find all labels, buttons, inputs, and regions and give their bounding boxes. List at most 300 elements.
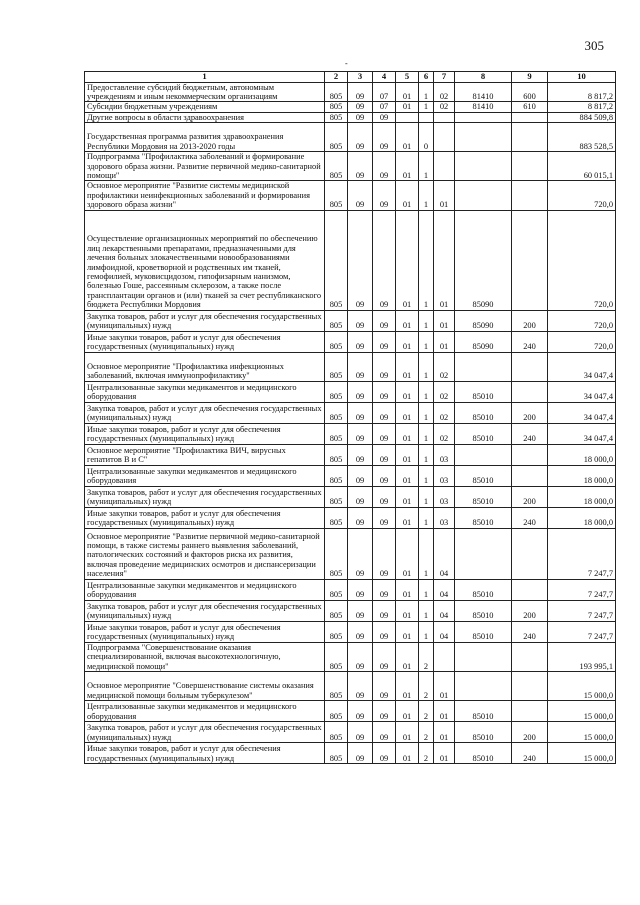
code-cell: 09 xyxy=(348,742,373,763)
code-cell: 85010 xyxy=(455,579,512,600)
code-cell: 805 xyxy=(325,528,348,579)
code-cell: 09 xyxy=(348,402,373,423)
row-name-cell: Осуществление организационных мероприятий по обеспечению лиц лекарственными препаратами, предназначенными для лечения больных злокачественными новообразованиями лимфоидной, кроветворной и родственных им тканей, гемофилией, муковисцидозом, гипофизарным нанизмом, болезнью Гоше, рассеянным склерозом, а также после трансплантации органов и (или) тканей за счет республиканского бюджета Республики Мордовия xyxy=(85,210,325,310)
row-name-cell: Другие вопросы в области здравоохранения xyxy=(85,112,325,122)
code-cell: 240 xyxy=(512,742,548,763)
code-cell: 805 xyxy=(325,465,348,486)
code-cell: 1 xyxy=(419,465,434,486)
table-row xyxy=(85,579,616,600)
row-name-cell: Основное мероприятие "Совершенствование системы оказания медицинской помощи больным туберкулезом" xyxy=(85,671,325,700)
code-cell: 02 xyxy=(434,423,455,444)
code-cell: 01 xyxy=(396,507,419,528)
code-cell: 09 xyxy=(373,381,396,402)
code-cell: 01 xyxy=(396,82,419,102)
code-cell xyxy=(512,671,548,700)
code-cell xyxy=(512,181,548,210)
table-row xyxy=(85,507,616,528)
code-cell: 1 xyxy=(419,331,434,352)
amount-cell: 720,0 xyxy=(548,331,616,352)
code-cell: 85010 xyxy=(455,721,512,742)
amount-cell: 15 000,0 xyxy=(548,742,616,763)
code-cell: 805 xyxy=(325,352,348,381)
code-cell: 85010 xyxy=(455,742,512,763)
code-cell: 85090 xyxy=(455,210,512,310)
code-cell: 1 xyxy=(419,402,434,423)
code-cell: 09 xyxy=(373,486,396,507)
code-cell: 09 xyxy=(348,444,373,465)
table-row xyxy=(85,721,616,742)
code-cell xyxy=(434,112,455,122)
row-name-cell: Закупка товаров, работ и услуг для обеспечения государственных (муниципальных) нужд xyxy=(85,721,325,742)
code-cell xyxy=(512,642,548,671)
code-cell: 03 xyxy=(434,444,455,465)
code-cell: 09 xyxy=(373,528,396,579)
code-cell xyxy=(434,152,455,181)
code-cell: 09 xyxy=(348,102,373,112)
code-cell: 1 xyxy=(419,310,434,331)
code-cell: 09 xyxy=(348,465,373,486)
amount-cell: 18 000,0 xyxy=(548,465,616,486)
code-cell: 81410 xyxy=(455,102,512,112)
code-cell: 85090 xyxy=(455,331,512,352)
code-cell: 805 xyxy=(325,310,348,331)
code-cell: 2 xyxy=(419,671,434,700)
code-cell xyxy=(455,181,512,210)
table-body xyxy=(85,82,616,763)
code-cell xyxy=(455,152,512,181)
code-cell: 09 xyxy=(373,352,396,381)
code-cell xyxy=(512,528,548,579)
code-cell: 240 xyxy=(512,621,548,642)
code-cell: 09 xyxy=(348,721,373,742)
code-cell: 01 xyxy=(396,310,419,331)
code-cell: 805 xyxy=(325,507,348,528)
code-cell: 805 xyxy=(325,721,348,742)
code-cell: 805 xyxy=(325,152,348,181)
code-cell: 03 xyxy=(434,465,455,486)
code-cell: 200 xyxy=(512,402,548,423)
code-cell: 09 xyxy=(373,579,396,600)
code-cell: 1 xyxy=(419,600,434,621)
code-cell: 09 xyxy=(373,123,396,152)
code-cell: 09 xyxy=(348,700,373,721)
table-row xyxy=(85,310,616,331)
budget-table xyxy=(84,71,616,764)
code-cell: 09 xyxy=(348,352,373,381)
code-cell xyxy=(512,465,548,486)
row-name-cell: Предоставление субсидий бюджетным, автономным учреждениям и иным некоммерческим организациям xyxy=(85,82,325,102)
code-cell: 805 xyxy=(325,600,348,621)
code-cell: 1 xyxy=(419,82,434,102)
code-cell: 1 xyxy=(419,352,434,381)
amount-cell: 720,0 xyxy=(548,210,616,310)
header-cell: 4 xyxy=(373,72,396,83)
code-cell: 85010 xyxy=(455,700,512,721)
header-cell: 10 xyxy=(548,72,616,83)
code-cell: 09 xyxy=(373,181,396,210)
code-cell: 09 xyxy=(373,444,396,465)
code-cell: 1 xyxy=(419,210,434,310)
code-cell: 09 xyxy=(373,423,396,444)
code-cell: 01 xyxy=(396,671,419,700)
code-cell xyxy=(455,444,512,465)
code-cell: 01 xyxy=(396,331,419,352)
amount-cell: 15 000,0 xyxy=(548,700,616,721)
table-row xyxy=(85,352,616,381)
code-cell: 01 xyxy=(396,423,419,444)
code-cell: 09 xyxy=(348,423,373,444)
code-cell: 09 xyxy=(348,579,373,600)
amount-cell: 720,0 xyxy=(548,310,616,331)
code-cell: 805 xyxy=(325,402,348,423)
code-cell: 0 xyxy=(419,123,434,152)
amount-cell: 883 528,5 xyxy=(548,123,616,152)
code-cell: 200 xyxy=(512,310,548,331)
code-cell: 01 xyxy=(396,486,419,507)
row-name-cell: Закупка товаров, работ и услуг для обеспечения государственных (муниципальных) нужд xyxy=(85,486,325,507)
code-cell: 1 xyxy=(419,528,434,579)
code-cell: 07 xyxy=(373,102,396,112)
code-cell: 805 xyxy=(325,423,348,444)
code-cell xyxy=(512,152,548,181)
page-number: 305 xyxy=(584,38,604,53)
code-cell: 85010 xyxy=(455,402,512,423)
code-cell: 01 xyxy=(396,465,419,486)
table-row xyxy=(85,181,616,210)
code-cell: 09 xyxy=(373,642,396,671)
amount-cell: 34 047,4 xyxy=(548,381,616,402)
table-row xyxy=(85,465,616,486)
code-cell xyxy=(455,352,512,381)
code-cell: 805 xyxy=(325,210,348,310)
row-name-cell: Основное мероприятие "Профилактика ВИЧ, вирусных гепатитов В и С" xyxy=(85,444,325,465)
code-cell: 07 xyxy=(373,82,396,102)
code-cell xyxy=(455,642,512,671)
code-cell: 04 xyxy=(434,579,455,600)
page-mark: - xyxy=(345,59,348,68)
code-cell: 01 xyxy=(396,352,419,381)
code-cell: 200 xyxy=(512,486,548,507)
code-cell: 02 xyxy=(434,82,455,102)
table-row xyxy=(85,152,616,181)
code-cell: 01 xyxy=(396,152,419,181)
code-cell: 02 xyxy=(434,402,455,423)
row-name-cell: Государственная программа развития здравоохранения Республики Мордовия на 2013-2020 годы xyxy=(85,123,325,152)
amount-cell: 7 247,7 xyxy=(548,579,616,600)
code-cell: 85010 xyxy=(455,621,512,642)
amount-cell: 15 000,0 xyxy=(548,671,616,700)
code-cell: 85010 xyxy=(455,600,512,621)
code-cell: 01 xyxy=(396,102,419,112)
code-cell: 09 xyxy=(348,210,373,310)
code-cell: 02 xyxy=(434,102,455,112)
code-cell: 03 xyxy=(434,486,455,507)
row-name-cell: Иные закупки товаров, работ и услуг для обеспечения государственных (муниципальных) нужд xyxy=(85,621,325,642)
code-cell: 805 xyxy=(325,112,348,122)
code-cell: 01 xyxy=(396,700,419,721)
code-cell xyxy=(512,444,548,465)
header-cell: 8 xyxy=(455,72,512,83)
code-cell: 09 xyxy=(373,310,396,331)
code-cell: 09 xyxy=(373,210,396,310)
table-row xyxy=(85,600,616,621)
table-row xyxy=(85,102,616,112)
code-cell: 01 xyxy=(434,310,455,331)
amount-cell: 60 015,1 xyxy=(548,152,616,181)
amount-cell: 7 247,7 xyxy=(548,600,616,621)
code-cell: 09 xyxy=(373,671,396,700)
code-cell: 1 xyxy=(419,423,434,444)
code-cell: 805 xyxy=(325,486,348,507)
code-cell: 1 xyxy=(419,102,434,112)
code-cell xyxy=(434,642,455,671)
code-cell: 09 xyxy=(348,123,373,152)
code-cell: 09 xyxy=(373,112,396,122)
code-cell: 805 xyxy=(325,123,348,152)
code-cell: 01 xyxy=(434,210,455,310)
code-cell: 610 xyxy=(512,102,548,112)
code-cell: 09 xyxy=(373,600,396,621)
code-cell: 805 xyxy=(325,742,348,763)
amount-cell: 15 000,0 xyxy=(548,721,616,742)
code-cell: 09 xyxy=(373,700,396,721)
code-cell: 805 xyxy=(325,671,348,700)
code-cell: 09 xyxy=(348,486,373,507)
code-cell: 09 xyxy=(348,621,373,642)
header-cell: 3 xyxy=(348,72,373,83)
row-name-cell: Иные закупки товаров, работ и услуг для обеспечения государственных (муниципальных) нужд xyxy=(85,742,325,763)
code-cell: 805 xyxy=(325,102,348,112)
header-cell: 2 xyxy=(325,72,348,83)
code-cell: 09 xyxy=(348,112,373,122)
code-cell xyxy=(396,112,419,122)
row-name-cell: Иные закупки товаров, работ и услуг для обеспечения государственных (муниципальных) нужд xyxy=(85,331,325,352)
code-cell: 09 xyxy=(373,402,396,423)
code-cell: 09 xyxy=(373,621,396,642)
code-cell: 85010 xyxy=(455,486,512,507)
row-name-cell: Иные закупки товаров, работ и услуг для обеспечения государственных (муниципальных) нужд xyxy=(85,507,325,528)
code-cell: 01 xyxy=(434,671,455,700)
code-cell: 09 xyxy=(373,465,396,486)
row-name-cell: Закупка товаров, работ и услуг для обеспечения государственных (муниципальных) нужд xyxy=(85,402,325,423)
table-row xyxy=(85,210,616,310)
code-cell: 1 xyxy=(419,621,434,642)
code-cell: 09 xyxy=(373,331,396,352)
amount-cell: 884 509,8 xyxy=(548,112,616,122)
code-cell: 805 xyxy=(325,381,348,402)
code-cell: 01 xyxy=(396,600,419,621)
code-cell: 09 xyxy=(348,507,373,528)
code-cell: 1 xyxy=(419,579,434,600)
code-cell: 01 xyxy=(396,721,419,742)
table-row xyxy=(85,444,616,465)
code-cell: 09 xyxy=(348,82,373,102)
table-row xyxy=(85,642,616,671)
code-cell: 600 xyxy=(512,82,548,102)
amount-cell: 8 817,2 xyxy=(548,102,616,112)
amount-cell: 34 047,4 xyxy=(548,423,616,444)
code-cell xyxy=(434,123,455,152)
code-cell xyxy=(512,123,548,152)
code-cell: 01 xyxy=(396,579,419,600)
code-cell: 01 xyxy=(434,331,455,352)
code-cell: 04 xyxy=(434,528,455,579)
code-cell: 01 xyxy=(396,210,419,310)
code-cell xyxy=(512,112,548,122)
code-cell xyxy=(512,579,548,600)
row-name-cell: Централизованные закупки медикаментов и медицинского оборудования xyxy=(85,579,325,600)
code-cell: 1 xyxy=(419,507,434,528)
code-cell: 805 xyxy=(325,579,348,600)
code-cell: 805 xyxy=(325,621,348,642)
code-cell: 01 xyxy=(396,123,419,152)
row-name-cell: Основное мероприятие "Развитие первичной медико-санитарной помощи, в также системы раннего выявления заболеваний, патологических состояний и факторов риска их развития, включая проведение медицинских осмотров и диспансеризации населения" xyxy=(85,528,325,579)
amount-cell: 18 000,0 xyxy=(548,486,616,507)
row-name-cell: Закупка товаров, работ и услуг для обеспечения государственных (муниципальных) нужд xyxy=(85,310,325,331)
table-row xyxy=(85,528,616,579)
code-cell: 04 xyxy=(434,600,455,621)
code-cell: 09 xyxy=(348,331,373,352)
row-name-cell: Субсидии бюджетным учреждениям xyxy=(85,102,325,112)
row-name-cell: Закупка товаров, работ и услуг для обеспечения государственных (муниципальных) нужд xyxy=(85,600,325,621)
header-cell: 5 xyxy=(396,72,419,83)
code-cell: 805 xyxy=(325,642,348,671)
amount-cell: 18 000,0 xyxy=(548,507,616,528)
table-row xyxy=(85,423,616,444)
code-cell xyxy=(512,700,548,721)
code-cell: 01 xyxy=(434,721,455,742)
code-cell: 09 xyxy=(348,642,373,671)
table-row xyxy=(85,112,616,122)
code-cell: 09 xyxy=(373,152,396,181)
code-cell: 81410 xyxy=(455,82,512,102)
code-cell: 1 xyxy=(419,444,434,465)
code-cell xyxy=(512,381,548,402)
row-name-cell: Централизованные закупки медикаментов и медицинского оборудования xyxy=(85,465,325,486)
code-cell: 200 xyxy=(512,600,548,621)
code-cell: 09 xyxy=(373,507,396,528)
row-name-cell: Подпрограмма "Профилактика заболеваний и формирование здорового образа жизни. Развитие первичной медико-санитарной помощи" xyxy=(85,152,325,181)
amount-cell: 18 000,0 xyxy=(548,444,616,465)
table-row xyxy=(85,621,616,642)
code-cell: 85010 xyxy=(455,465,512,486)
table-row xyxy=(85,671,616,700)
code-cell: 01 xyxy=(396,381,419,402)
code-cell: 04 xyxy=(434,621,455,642)
code-cell: 1 xyxy=(419,381,434,402)
code-cell: 85090 xyxy=(455,310,512,331)
code-cell: 02 xyxy=(434,381,455,402)
table-row xyxy=(85,331,616,352)
amount-cell: 34 047,4 xyxy=(548,352,616,381)
code-cell xyxy=(419,112,434,122)
code-cell: 85010 xyxy=(455,381,512,402)
code-cell: 09 xyxy=(348,310,373,331)
code-cell: 01 xyxy=(396,642,419,671)
code-cell: 805 xyxy=(325,331,348,352)
code-cell: 09 xyxy=(373,721,396,742)
code-cell: 01 xyxy=(434,181,455,210)
row-name-cell: Основное мероприятие "Профилактика инфекционных заболеваний, включая иммунопрофилактику" xyxy=(85,352,325,381)
code-cell: 01 xyxy=(396,742,419,763)
amount-cell: 7 247,7 xyxy=(548,621,616,642)
code-cell: 1 xyxy=(419,486,434,507)
header-cell: 6 xyxy=(419,72,434,83)
code-cell: 1 xyxy=(419,181,434,210)
code-cell: 240 xyxy=(512,423,548,444)
code-cell: 03 xyxy=(434,507,455,528)
code-cell xyxy=(455,123,512,152)
code-cell: 805 xyxy=(325,82,348,102)
header-cell: 7 xyxy=(434,72,455,83)
code-cell: 09 xyxy=(348,152,373,181)
code-cell xyxy=(455,112,512,122)
row-name-cell: Централизованные закупки медикаментов и медицинского оборудования xyxy=(85,700,325,721)
amount-cell: 193 995,1 xyxy=(548,642,616,671)
table-row xyxy=(85,381,616,402)
code-cell: 2 xyxy=(419,700,434,721)
header-cell: 1 xyxy=(85,72,325,83)
code-cell: 1 xyxy=(419,152,434,181)
code-cell: 805 xyxy=(325,181,348,210)
code-cell: 01 xyxy=(396,444,419,465)
row-name-cell: Подпрограмма "Совершенствование оказания специализированной, включая высокотехнологичную, медицинской помощи" xyxy=(85,642,325,671)
code-cell: 200 xyxy=(512,721,548,742)
table-row xyxy=(85,123,616,152)
header-cell: 9 xyxy=(512,72,548,83)
code-cell: 805 xyxy=(325,700,348,721)
code-cell: 09 xyxy=(373,742,396,763)
code-cell: 01 xyxy=(434,742,455,763)
code-cell: 85010 xyxy=(455,423,512,444)
code-cell: 240 xyxy=(512,507,548,528)
amount-cell: 34 047,4 xyxy=(548,402,616,423)
code-cell: 09 xyxy=(348,528,373,579)
table-row xyxy=(85,486,616,507)
code-cell: 01 xyxy=(396,528,419,579)
code-cell xyxy=(512,352,548,381)
header-row xyxy=(85,72,616,83)
code-cell: 240 xyxy=(512,331,548,352)
amount-cell: 8 817,2 xyxy=(548,82,616,102)
code-cell: 09 xyxy=(348,600,373,621)
code-cell: 01 xyxy=(396,621,419,642)
code-cell xyxy=(455,671,512,700)
row-name-cell: Централизованные закупки медикаментов и медицинского оборудования xyxy=(85,381,325,402)
table-row xyxy=(85,742,616,763)
code-cell: 01 xyxy=(396,181,419,210)
table-row xyxy=(85,700,616,721)
table-row xyxy=(85,402,616,423)
code-cell: 85010 xyxy=(455,507,512,528)
code-cell: 09 xyxy=(348,381,373,402)
amount-cell: 7 247,7 xyxy=(548,528,616,579)
code-cell: 2 xyxy=(419,642,434,671)
code-cell: 09 xyxy=(348,671,373,700)
code-cell xyxy=(455,528,512,579)
code-cell: 2 xyxy=(419,721,434,742)
code-cell: 01 xyxy=(434,700,455,721)
code-cell: 09 xyxy=(348,181,373,210)
code-cell xyxy=(512,210,548,310)
row-name-cell: Иные закупки товаров, работ и услуг для обеспечения государственных (муниципальных) нужд xyxy=(85,423,325,444)
table-row xyxy=(85,82,616,102)
code-cell: 02 xyxy=(434,352,455,381)
code-cell: 2 xyxy=(419,742,434,763)
row-name-cell: Основное мероприятие "Развитие системы медицинской профилактики неинфекционных заболеваний и формирования здорового образа жизни" xyxy=(85,181,325,210)
amount-cell: 720,0 xyxy=(548,181,616,210)
code-cell: 805 xyxy=(325,444,348,465)
